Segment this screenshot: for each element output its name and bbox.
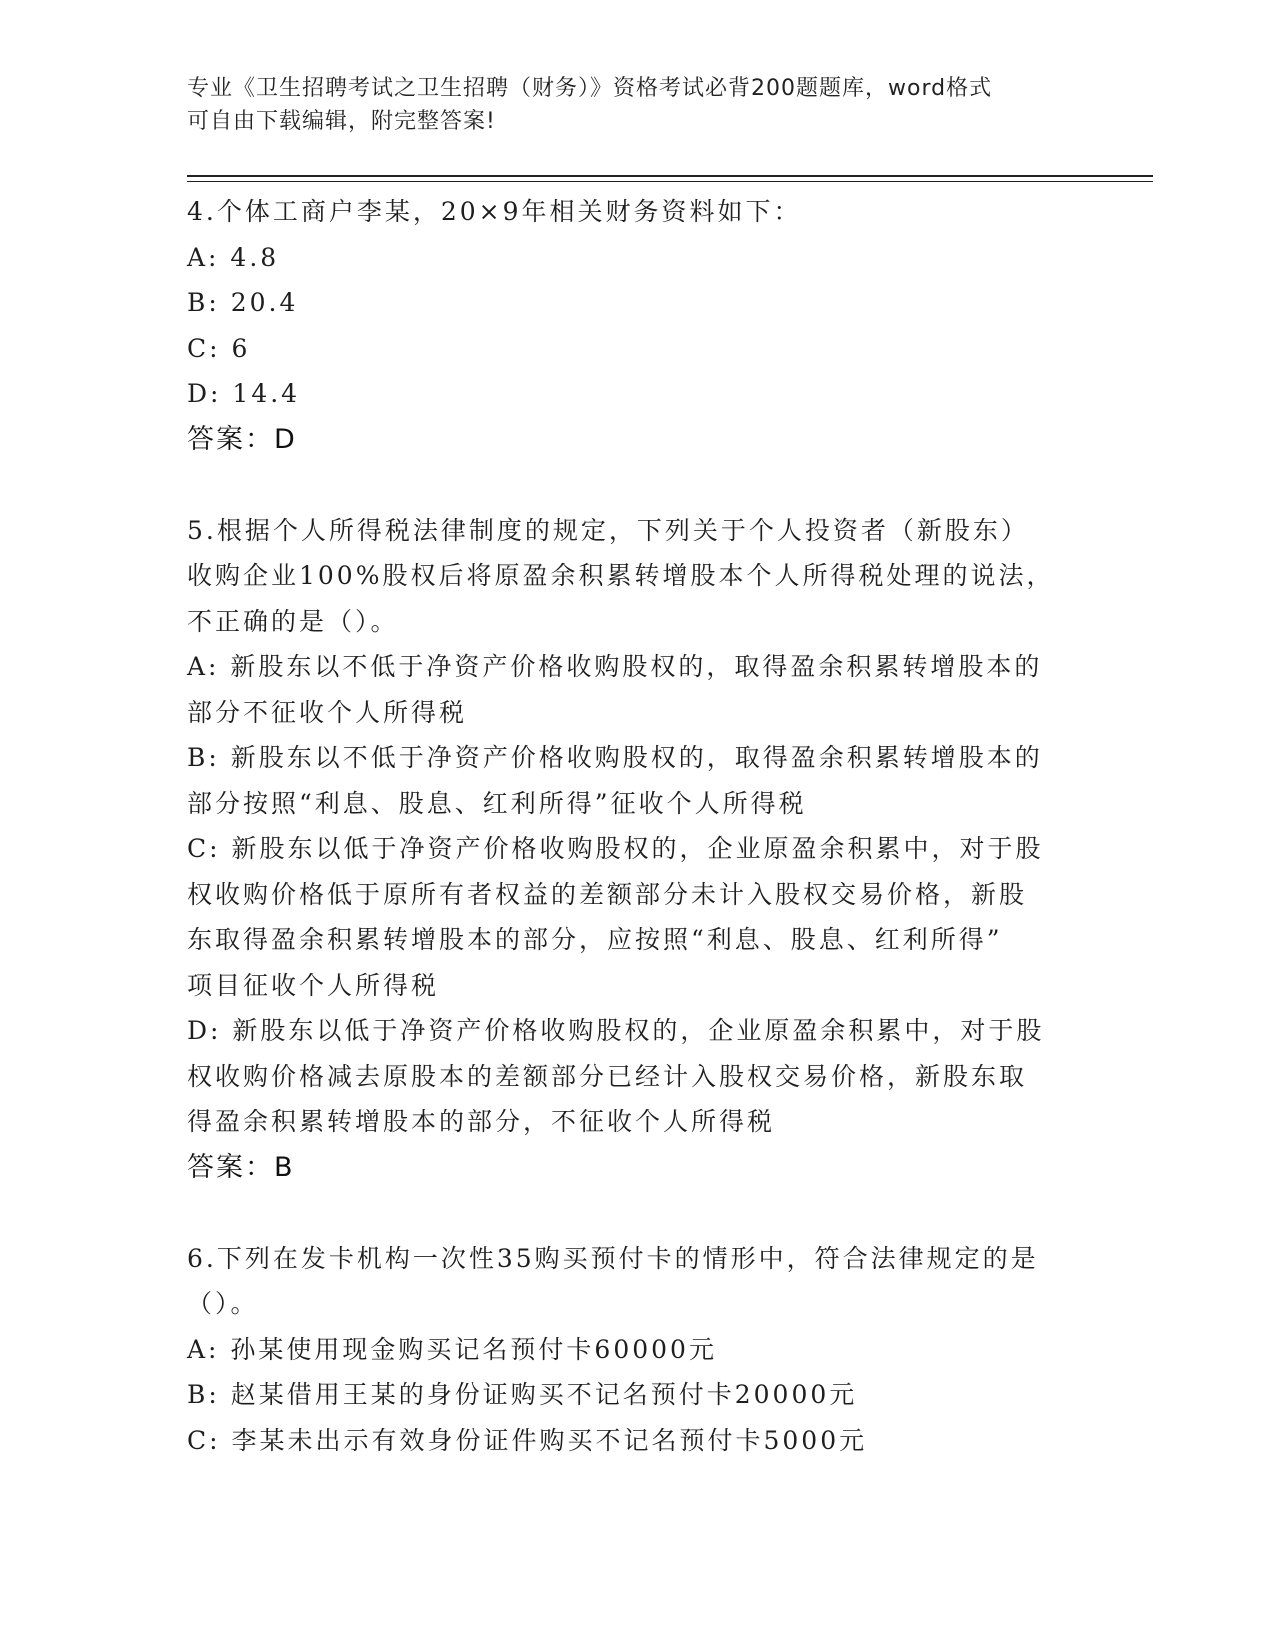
option-d: D: 14.4 — [187, 379, 301, 408]
option-a: A: 新股东以不低于净资产价格收购股权的，取得盈余积累转增股本的 — [187, 652, 1043, 681]
question-spacer — [187, 1190, 1087, 1236]
option-a: A: 4.8 — [187, 242, 280, 272]
question-stem: 收购企业100%股权后将原盈余积累转增股本个人所得税处理的说法， — [187, 561, 1055, 590]
answer-line: 答案：D — [187, 423, 297, 455]
option-b: B: 20.4 — [187, 288, 299, 317]
option-b: B: 新股东以不低于净资产价格收购股权的，取得盈余积累转增股本的 — [187, 743, 1043, 772]
answer-line: 答案：B — [187, 1151, 295, 1183]
option-d: D: 新股东以低于净资产价格收购股权的，企业原盈余积累中，对于股 — [187, 1016, 1045, 1045]
option-a: A: 孙某使用现金购买记名预付卡60000元 — [187, 1334, 717, 1364]
header-rule-thin — [187, 181, 1153, 182]
header-line-1: 专业《卫生招聘考试之卫生招聘（财务）》资格考试必背200题题库，word格式 — [187, 76, 993, 101]
option-c: 权收购价格低于原所有者权益的差额部分未计入股权交易价格，新股 — [187, 879, 1028, 909]
header-line-2: 可自由下载编辑，附完整答案! — [187, 109, 496, 134]
option-b: B: 赵某借用王某的身份证购买不记名预付卡20000元 — [187, 1380, 858, 1409]
document-body — [187, 189, 1087, 1463]
question-stem: 5.根据个人所得税法律制度的规定，下列关于个人投资者（新股东） — [187, 515, 1029, 545]
option-b: 部分按照“利息、股息、红利所得”征收个人所得税 — [187, 788, 807, 818]
option-d: 得盈余积累转增股本的部分，不征收个人所得税 — [187, 1107, 776, 1136]
option-d: 权收购价格减去原股本的差额部分已经计入股权交易价格，新股东取 — [187, 1061, 1028, 1091]
question-spacer — [187, 462, 1087, 508]
document-header — [187, 72, 1067, 138]
question-stem: 不正确的是（）。 — [187, 606, 399, 636]
question-6 — [187, 1236, 1087, 1464]
question-5 — [187, 508, 1087, 1191]
header-rule-thick — [187, 175, 1153, 177]
option-c: C: 李某未出示有效身份证件购买不记名预付卡5000元 — [187, 1425, 868, 1455]
option-c: 东取得盈余积累转增股本的部分，应按照“利息、股息、红利所得” — [187, 925, 1003, 954]
question-stem: 6.下列在发卡机构一次性35购买预付卡的情形中，符合法律规定的是 — [187, 1243, 1039, 1273]
option-a: 部分不征收个人所得税 — [187, 697, 468, 727]
question-stem: （）。 — [187, 1289, 259, 1318]
option-c: C: 6 — [187, 333, 251, 363]
option-c: C: 新股东以低于净资产价格收购股权的，企业原盈余积累中，对于股 — [187, 834, 1044, 863]
question-4 — [187, 189, 1087, 462]
option-c: 项目征收个人所得税 — [187, 970, 440, 1000]
question-stem: 4.个体工商户李某，20×9年相关财务资料如下： — [187, 197, 802, 226]
